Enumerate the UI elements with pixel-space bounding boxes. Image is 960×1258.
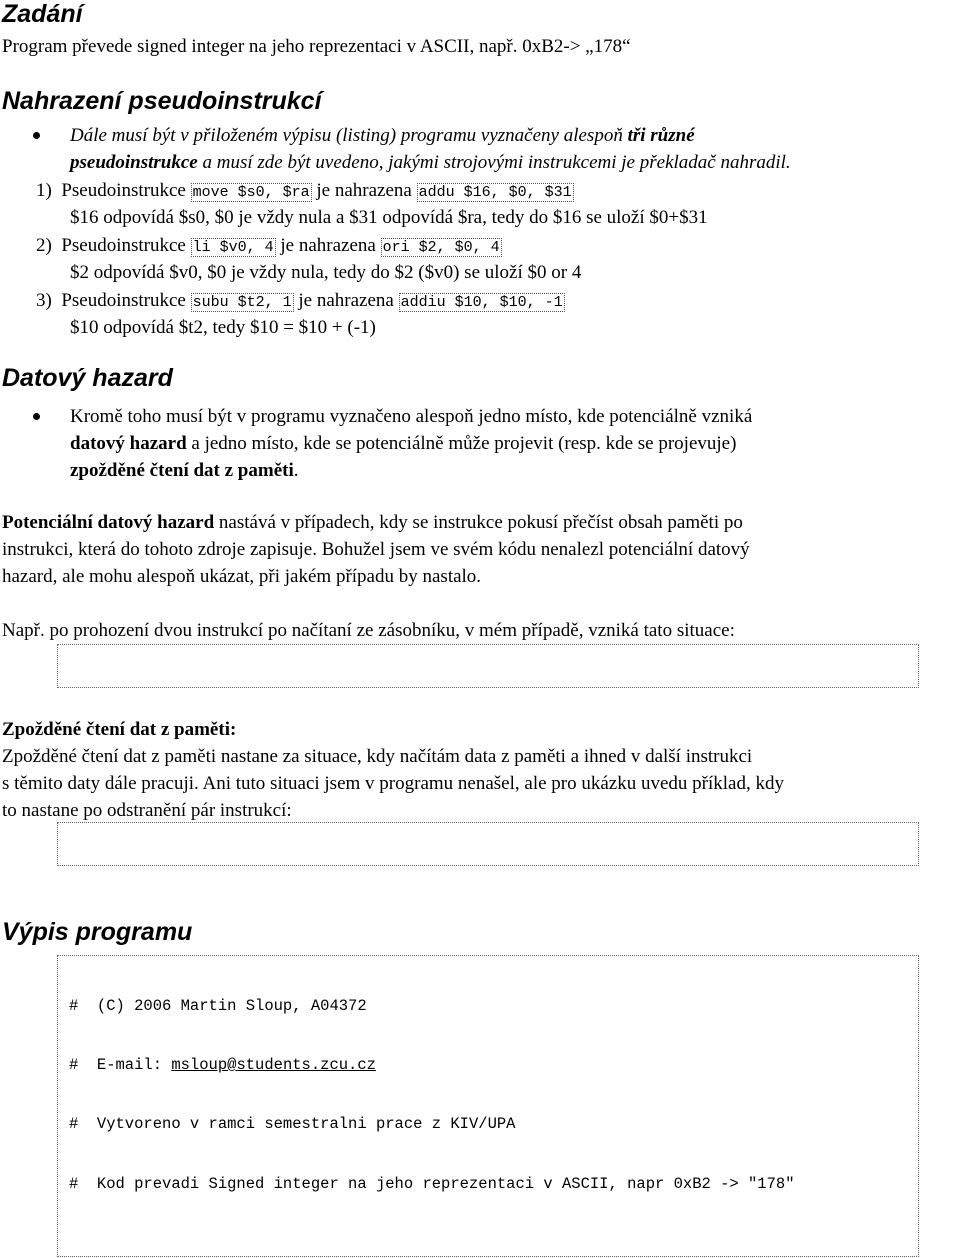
pseudo-item-1-note: $16 odpovídá $s0, $0 je vždy nula a $31 odpovídá $ra, tedy do $16 se uloží $0+$31 xyxy=(70,207,708,228)
code-line: # Vytvoreno v ramci semestralni prace z KIV/UPA xyxy=(69,1115,516,1134)
zadani-text: Program převede signed integer na jeho reprezentaci v ASCII, např. 0xB2-> „178“ xyxy=(2,36,631,57)
code-block-hazard xyxy=(57,644,919,688)
code-line: # (C) 2006 Martin Sloup, A04372 xyxy=(69,996,367,1015)
bullet-icon xyxy=(33,413,40,420)
hazard-para1-line1: Potenciální datový hazard nastává v případech, kdy se instrukce pokusí přečíst obsah paměti po xyxy=(2,512,743,533)
hazard-para1-line2: instrukci, která do tohoto zdroje zapisuje. Bohužel jsem ve svém kódu nenalezl potenciální datový xyxy=(2,539,750,560)
pseudo-bullet-line1: Dále musí být v přiloženém výpisu (listing) programu vyznačeny alespoň tři různé xyxy=(70,125,695,146)
code-block-listing xyxy=(57,955,919,1257)
email-link[interactable]: msloup@students.zcu.cz xyxy=(171,1055,376,1074)
hazard-para2: Např. po prohození dvou instrukcí po načítaní ze zásobníku, v mém případě, vzniká tato situace: xyxy=(2,620,735,641)
heading-zadani: Zadání xyxy=(2,0,83,28)
delay-line1: Zpožděné čtení dat z paměti nastane za situace, kdy načítám data z paměti a ihned v další instrukci xyxy=(2,746,753,767)
hazard-bullet-line2: datový hazard a jedno místo, kde se potenciálně může projevit (resp. kde se projevuje) xyxy=(70,433,737,454)
code-line xyxy=(69,1234,918,1254)
pseudo-item-1: 1) Pseudoinstrukce move $s0, $ra je nahrazena addu $16, $0, $31 xyxy=(36,180,572,201)
heading-vypis-programu: Výpis programu xyxy=(2,918,193,946)
pseudo-bullet-line2: pseudoinstrukce a musí zde být uvedeno, jakými strojovými instrukcemi je překladač nahradil. xyxy=(70,152,791,173)
pseudo-item-3-note: $10 odpovídá $t2, tedy $10 = $10 + (-1) xyxy=(70,317,376,338)
code-line: # Kod prevadi Signed integer na jeho reprezentaci v ASCII, napr 0xB2 -> "178" xyxy=(69,1174,795,1193)
delay-line2: s těmito daty dále pracuji. Ani tuto situaci jsem v programu nenašel, ale pro ukázku uvedu příklad, kdy xyxy=(2,773,784,794)
code-block-delay xyxy=(57,822,919,866)
hazard-para1-line3: hazard, ale mohu alespoň ukázat, při jakém případu by nastalo. xyxy=(2,566,482,587)
code-line: # E-mail: msloup@students.zcu.cz xyxy=(69,1055,376,1074)
delay-line3: to nastane po odstranění pár instrukcí: xyxy=(2,800,292,821)
hazard-bullet-line3: zpožděné čtení dat z paměti. xyxy=(70,460,299,481)
pseudo-item-2-note: $2 odpovídá $v0, $0 je vždy nula, tedy do $2 ($v0) se uloží $0 or 4 xyxy=(70,262,582,283)
code-line xyxy=(69,864,918,866)
heading-pseudoinstrukce: Nahrazení pseudoinstrukcí xyxy=(2,87,322,115)
bullet-icon xyxy=(33,132,40,139)
heading-datovy-hazard: Datový hazard xyxy=(2,364,173,392)
hazard-bullet-line1: Kromě toho musí být v programu vyznačeno alespoň jedno místo, kde potenciálně vzniká xyxy=(70,406,753,427)
pseudo-item-3: 3) Pseudoinstrukce subu $t2, 1 je nahrazena addiu $10, $10, -1 xyxy=(36,290,563,311)
pseudo-item-2: 2) Pseudoinstrukce li $v0, 4 je nahrazena ori $2, $0, 4 xyxy=(36,235,500,256)
delay-title: Zpožděné čtení dat z paměti: xyxy=(2,719,237,740)
code-line xyxy=(69,686,918,688)
